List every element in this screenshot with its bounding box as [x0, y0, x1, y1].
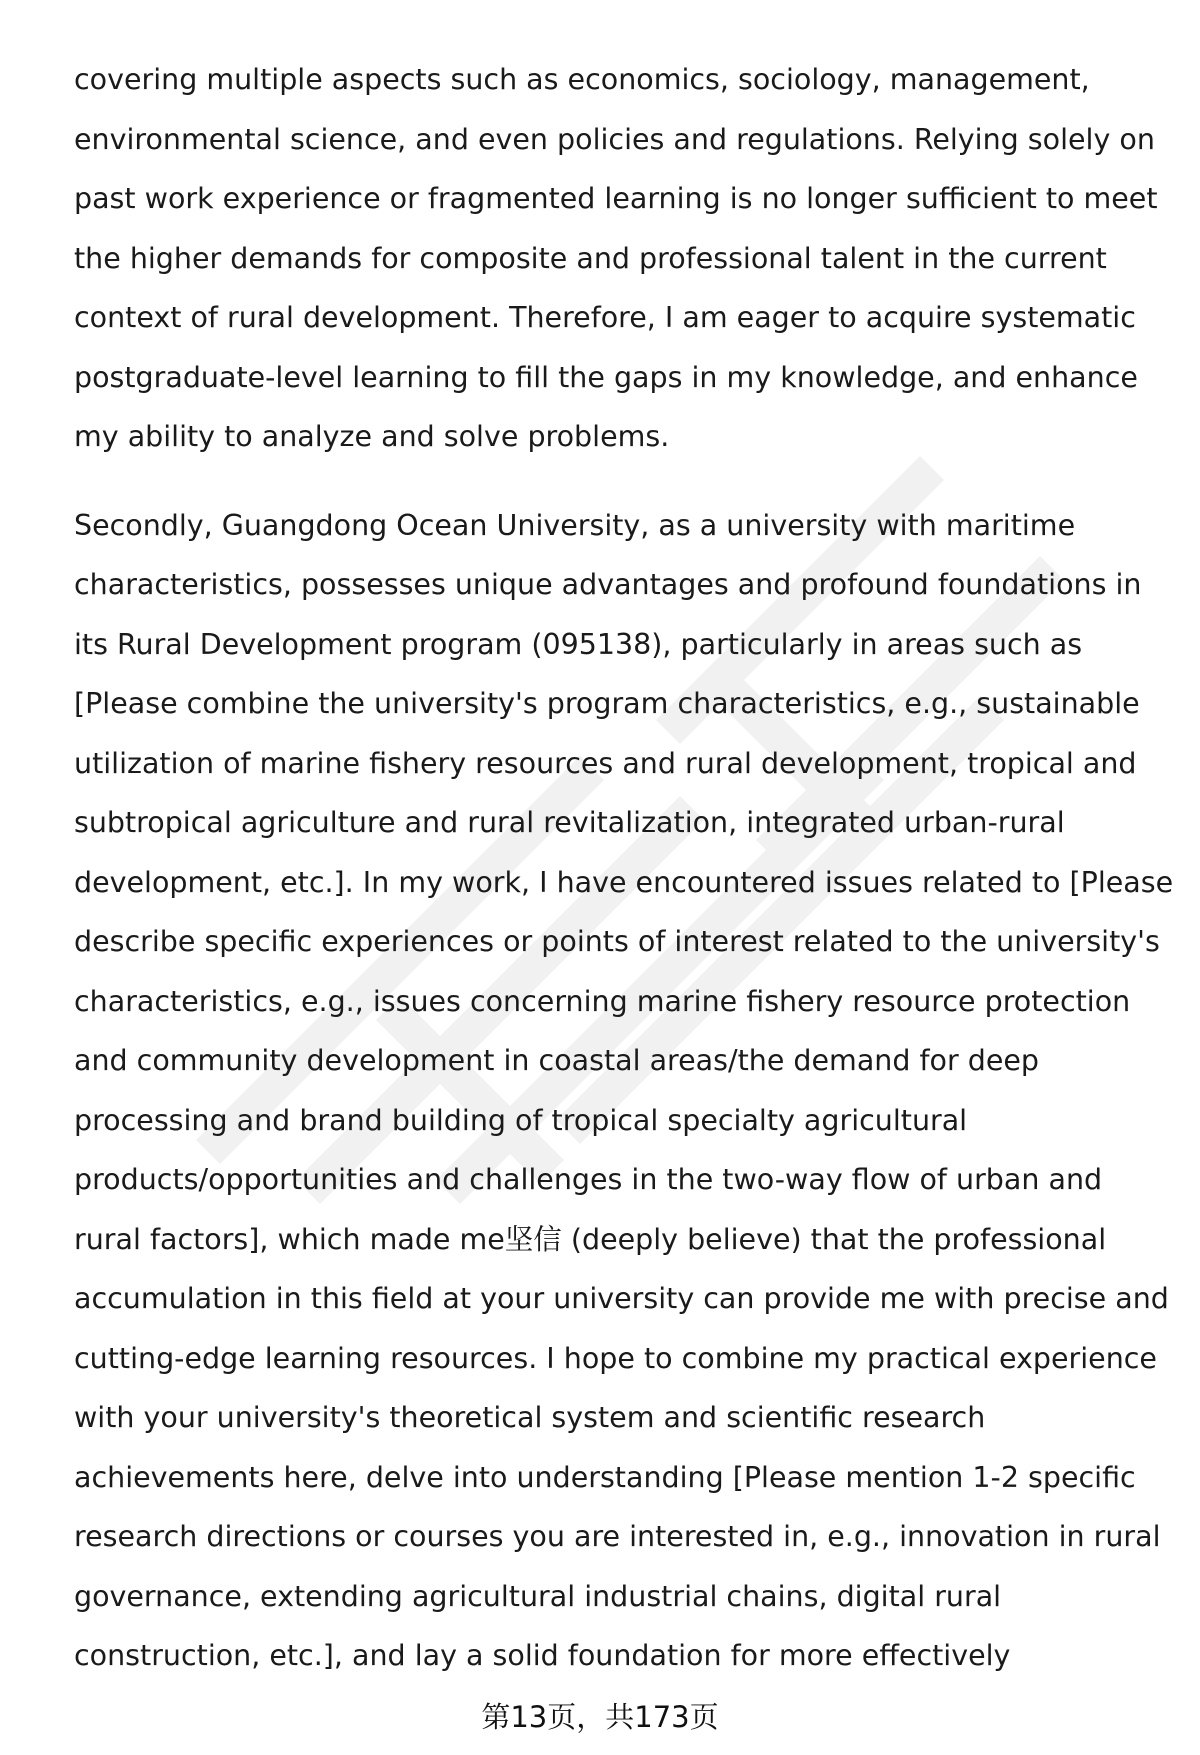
- paragraph-2: [74, 496, 1174, 1686]
- text-line: construction, etc.], and lay a solid foundation for more effectively: [74, 1639, 1011, 1672]
- text-line: its Rural Development program (095138), particularly in areas such as: [74, 627, 1083, 661]
- text-line: with your university's theoretical system and scientific research: [74, 1401, 986, 1434]
- text-line: characteristics, possesses unique advantages and profound foundations in: [74, 568, 1142, 601]
- page-number-footer: 第13页，共173页: [481, 1700, 719, 1734]
- text-line: governance, extending agricultural industrial chains, digital rural: [74, 1579, 1002, 1613]
- text-line: and community development in coastal areas/the demand for deep: [74, 1044, 1039, 1077]
- text-line: [Please combine the university's program characteristics, e.g., sustainable: [74, 687, 1140, 720]
- text-line: cutting-edge learning resources. I hope to combine my practical experience: [74, 1341, 1157, 1375]
- text-line: covering multiple aspects such as economics, sociology, management,: [74, 63, 1090, 96]
- document-body: [74, 50, 1174, 1686]
- text-line: characteristics, e.g., issues concerning marine fishery resource protection: [74, 984, 1131, 1018]
- text-line: describe specific experiences or points of interest related to the university's: [74, 925, 1160, 958]
- text-line: development, etc.]. In my work, I have encountered issues related to [Please: [74, 865, 1174, 899]
- text-line: utilization of marine fishery resources and rural development, tropical and: [74, 746, 1137, 780]
- text-line: my ability to analyze and solve problems.: [74, 420, 670, 453]
- text-line: accumulation in this field at your university can provide me with precise and: [74, 1282, 1169, 1315]
- text-line: the higher demands for composite and professional talent in the current: [74, 241, 1107, 275]
- text-line: Secondly, Guangdong Ocean University, as a university with maritime: [74, 508, 1076, 542]
- text-line: context of rural development. Therefore, I am eager to acquire systematic: [74, 301, 1136, 334]
- text-line: products/opportunities and challenges in the two-way flow of urban and: [74, 1163, 1103, 1196]
- text-line: processing and brand building of tropical specialty agricultural: [74, 1103, 968, 1137]
- text-line: achievements here, delve into understanding [Please mention 1-2 specific: [74, 1460, 1136, 1494]
- text-line: research directions or courses you are interested in, e.g., innovation in rural: [74, 1520, 1161, 1553]
- text-line: rural factors], which made me坚信 (deeply believe) that the professional: [74, 1222, 1107, 1256]
- paragraph-1: [74, 50, 1164, 467]
- text-line: past work experience or fragmented learning is no longer sufficient to meet: [74, 182, 1158, 215]
- text-line: subtropical agriculture and rural revitalization, integrated urban-rural: [74, 806, 1065, 839]
- text-line: environmental science, and even policies and regulations. Relying solely on: [74, 122, 1155, 156]
- text-line: postgraduate-level learning to fill the gaps in my knowledge, and enhance: [74, 360, 1138, 394]
